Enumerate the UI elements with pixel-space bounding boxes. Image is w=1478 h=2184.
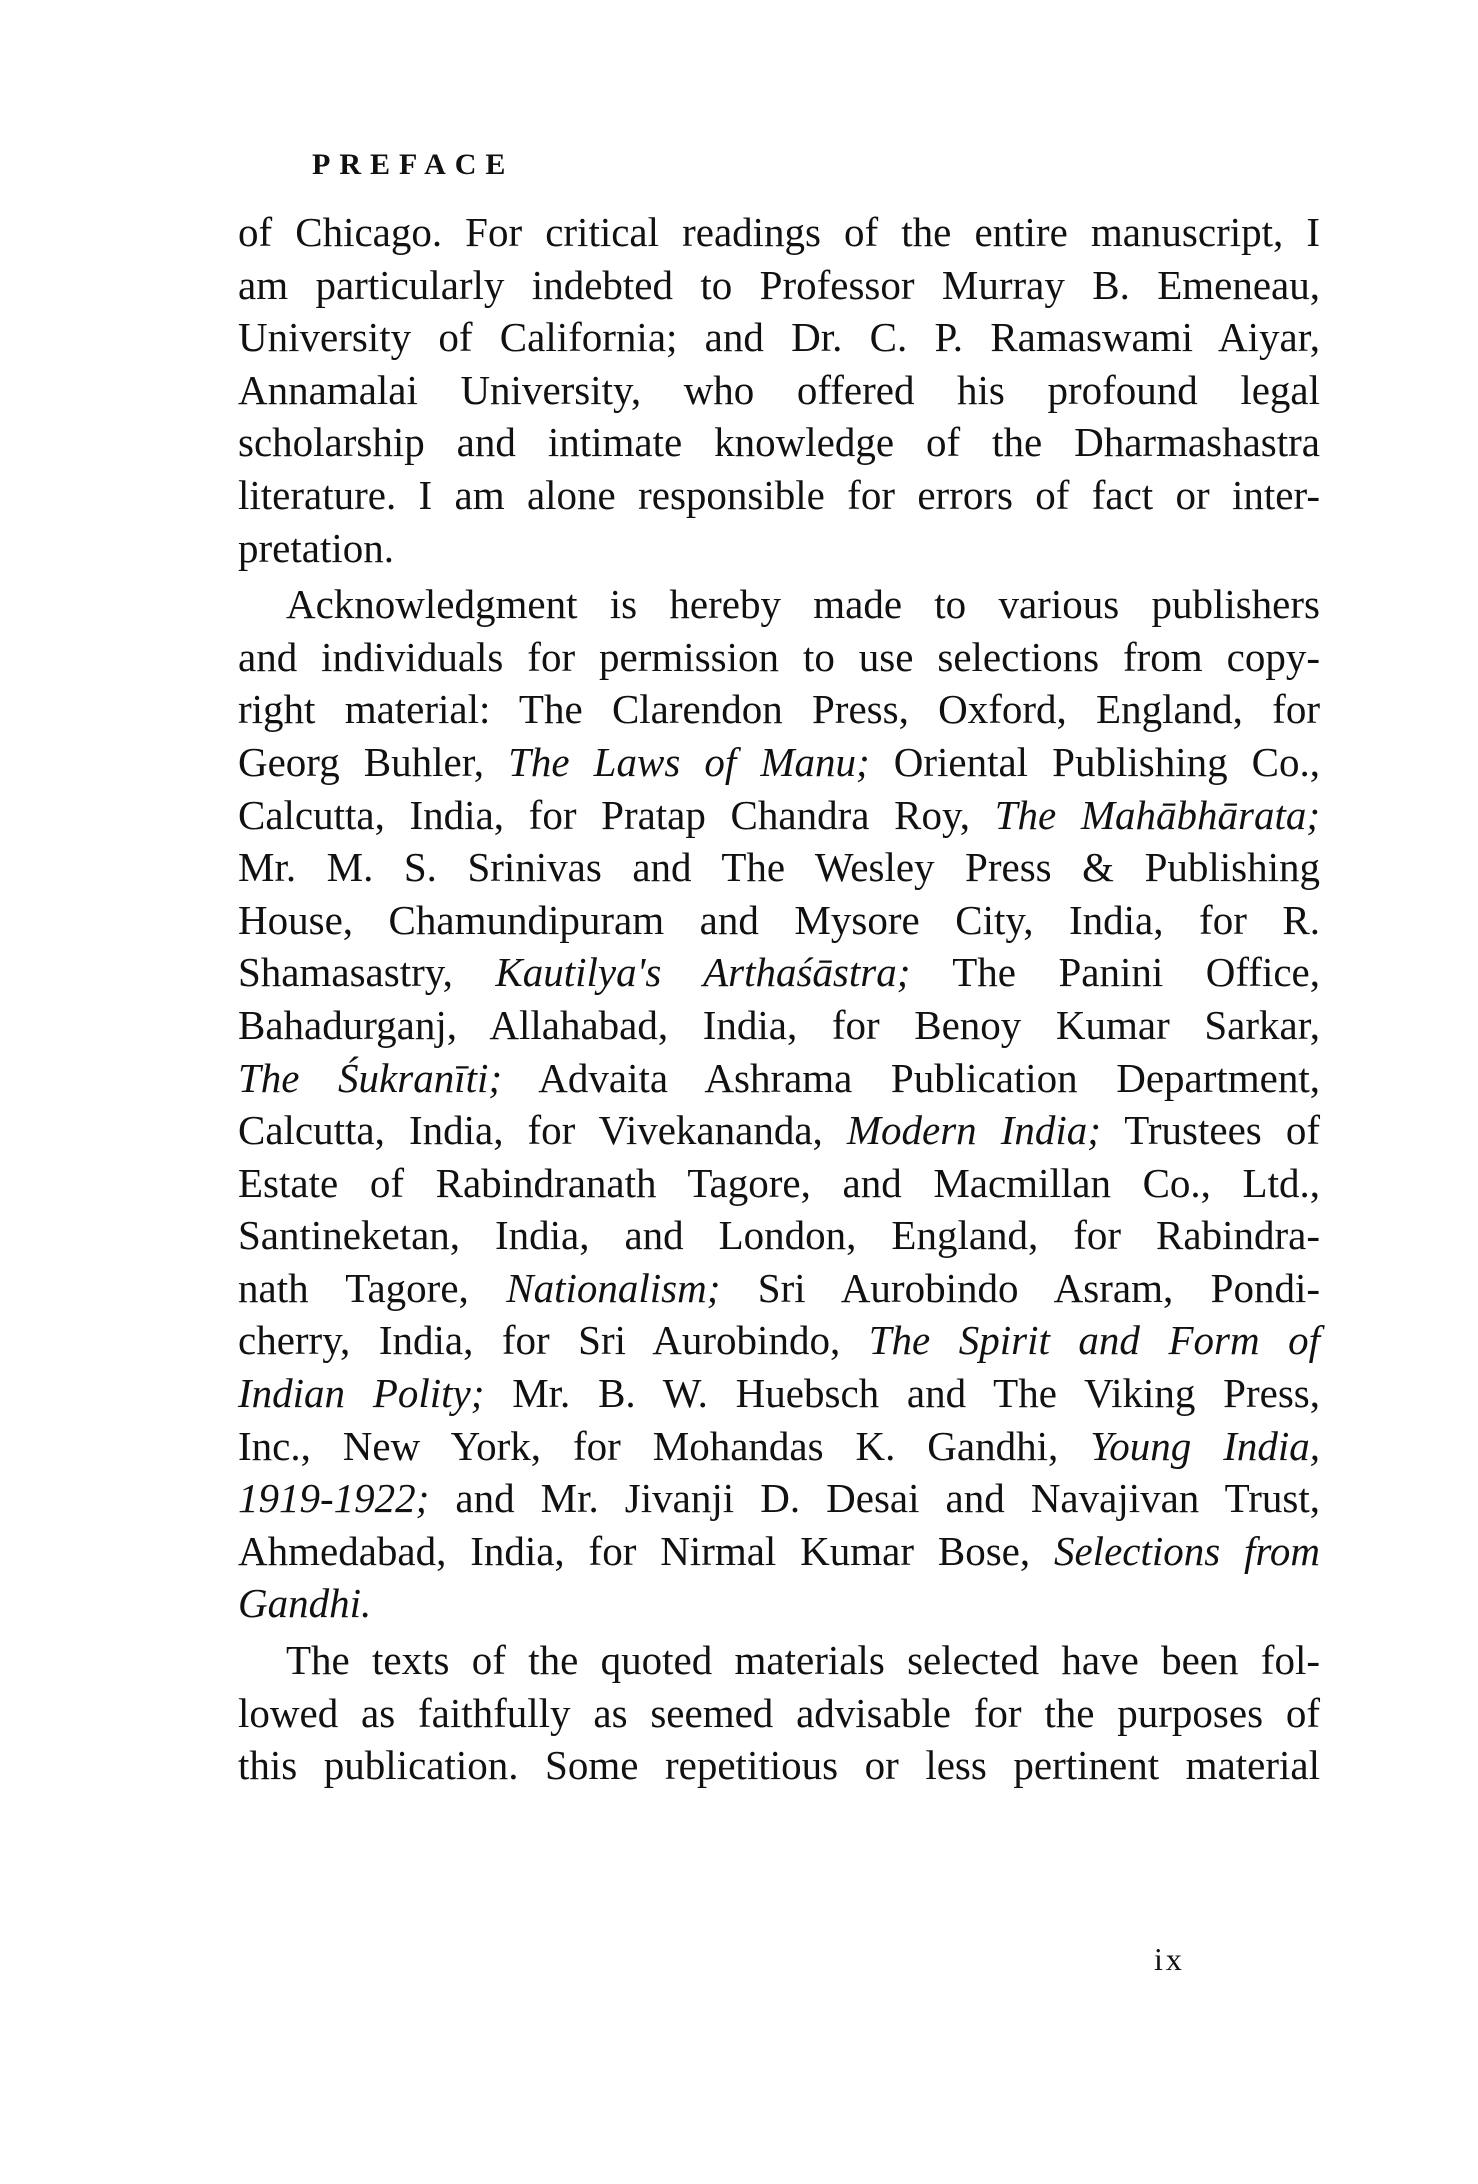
text-line: Bahadurganj, Allahabad, India, for Benoy Kumar Sarkar,: [238, 1001, 1320, 1048]
text-line: [238, 1472, 1320, 1525]
text-run: Mr. B. W. Huebsch and The Viking Press,: [484, 1370, 1320, 1417]
text-line: and individuals for permission to use selections from copy-: [238, 633, 1320, 680]
text-run: nath Tagore,: [238, 1264, 507, 1311]
text-line: The texts of the quoted materials selected have been fol-: [286, 1637, 1320, 1684]
text-line: this publication. Some repetitious or less pertinent material: [238, 1742, 1320, 1789]
text-line: of Chicago. For critical readings of the entire manuscript, I: [238, 209, 1320, 255]
text-run: Shamasastry,: [238, 949, 496, 996]
text-line: [238, 1052, 1320, 1105]
text-line: [238, 1104, 1320, 1157]
text-line: literature. I am alone responsible for errors of fact or inter-: [238, 471, 1320, 518]
text-line: am particularly indebted to Professor Murray B. Emeneau,: [238, 261, 1320, 308]
book-title: Young India,: [1090, 1422, 1320, 1469]
text-line: lowed as faithfully as seemed advisable for the purposes of: [238, 1689, 1320, 1736]
text-line: right material: The Clarendon Press, Oxford, England, for: [238, 686, 1320, 733]
text-line: Mr. M. S. Srinivas and The Wesley Press & Publishing: [238, 844, 1320, 891]
text-line: Acknowledgment is hereby made to various publishers: [286, 581, 1320, 628]
book-title: The Mahābhārata;: [994, 791, 1320, 838]
page-number: ix: [1154, 1941, 1185, 1977]
text-run: Inc., New York, for Mohandas K. Gandhi,: [238, 1422, 1091, 1469]
text-run: Calcutta, India, for Vivekananda,: [238, 1107, 847, 1154]
text-run: Advaita Ashrama Publication Department,: [502, 1054, 1321, 1101]
book-title: Kautilya's Arthaśāstra;: [495, 949, 911, 996]
text-line: Annamalai University, who offered his profound legal: [238, 366, 1320, 413]
text-run: Calcutta, India, for Pratap Chandra Roy,: [238, 791, 995, 838]
text-line: [238, 1262, 1320, 1315]
text-run: Trustees of: [1100, 1107, 1320, 1154]
text-run: Oriental Publishing Co.,: [869, 738, 1321, 785]
text-line: [238, 1314, 1320, 1367]
text-line: [238, 736, 1320, 789]
book-title: Indian Polity;: [238, 1370, 485, 1417]
running-head: PREFACE: [312, 148, 515, 181]
paragraph-acknowledgment-publishers: [238, 578, 1320, 1630]
book-title: 1919-1922;: [238, 1475, 430, 1522]
text-line: [238, 1577, 1320, 1630]
text-line: University of California; and Dr. C. P. Ramaswami Aiyar,: [238, 314, 1320, 361]
text-line: pretation.: [238, 524, 394, 571]
text-line: [238, 946, 1320, 999]
text-line: House, Chamundipuram and Mysore City, India, for R.: [238, 896, 1320, 943]
text-line: Santineketan, India, and London, England, for Rabindra-: [238, 1212, 1320, 1259]
text-line: [238, 1367, 1320, 1420]
text-line: [238, 1420, 1320, 1473]
body-text: [238, 206, 1320, 1792]
text-line: [238, 1525, 1320, 1578]
text-line: scholarship and intimate knowledge of the Dharmashastra: [238, 419, 1320, 466]
book-title: Gandhi.: [238, 1580, 372, 1627]
text-line: [238, 789, 1320, 842]
text-run: The Panini Office,: [910, 949, 1320, 996]
book-title: Nationalism;: [506, 1264, 721, 1311]
text-line: Estate of Rabindranath Tagore, and Macmillan Co., Ltd.,: [238, 1159, 1320, 1206]
paragraph-acknowledgment-readers: [238, 206, 1320, 574]
text-run: cherry, India, for Sri Aurobindo,: [238, 1317, 869, 1364]
paragraph-texts-note: [238, 1634, 1320, 1792]
book-title: The Laws of Manu;: [508, 738, 870, 785]
text-run: and Mr. Jivanji D. Desai and Navajivan Trust,: [429, 1475, 1320, 1522]
book-title: Modern India;: [846, 1107, 1101, 1154]
text-run: Sri Aurobindo Asram, Pondi-: [720, 1264, 1320, 1311]
text-run: Ahmedabad, India, for Nirmal Kumar Bose,: [238, 1527, 1054, 1574]
book-title: Selections from: [1053, 1527, 1320, 1574]
text-run: Georg Buhler,: [238, 738, 509, 785]
book-title: The Spirit and Form of: [868, 1317, 1320, 1364]
book-title: The Śukranīti;: [238, 1054, 503, 1101]
